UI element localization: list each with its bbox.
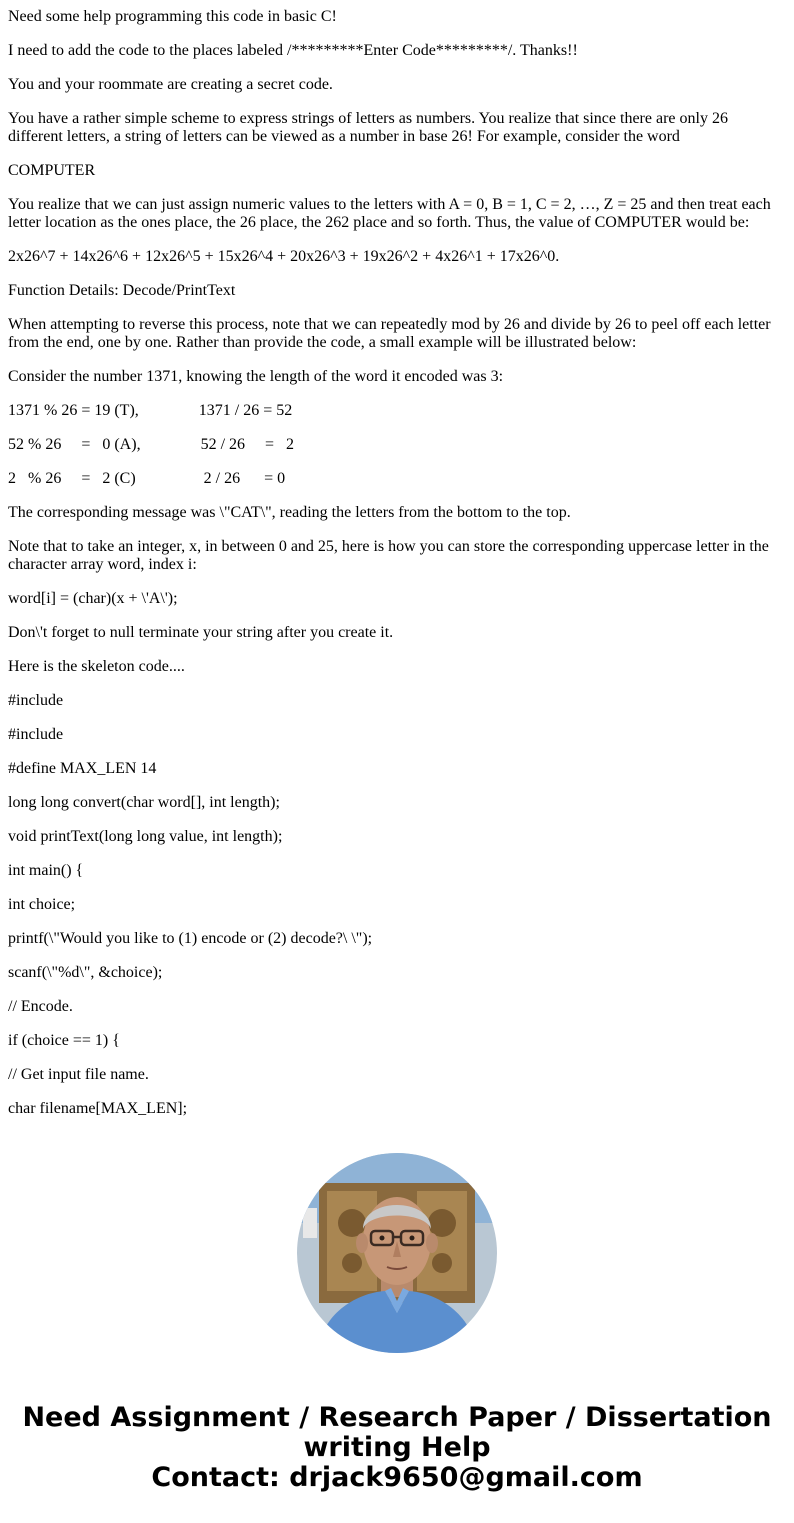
paragraph: Don\'t forget to null terminate your string after you create it. [8, 624, 394, 641]
code-line: char filename[MAX_LEN]; [8, 1100, 188, 1117]
code-line: if (choice == 1) { [8, 1032, 120, 1049]
code-line: // Encode. [8, 998, 73, 1015]
paragraph: Need some help programming this code in basic C! [8, 8, 337, 25]
paragraph: You have a rather simple scheme to express strings of letters as numbers. You realize that since there are only 26 different letters, a string of letters can be viewed as a number in base 26! For example, consider the word [8, 110, 732, 145]
paragraph: Note that to take an integer, x, in between 0 and 25, here is how you can store the corresponding uppercase letter in the character array word, index i: [8, 538, 773, 573]
paragraph: Consider the number 1371, knowing the length of the word it encoded was 3: [8, 368, 504, 385]
code-line: long long convert(char word[], int length); [8, 794, 280, 811]
paragraph: You realize that we can just assign numeric values to the letters with A = 0, B = 1, C = 2, …, Z = 25 and then treat each letter location as the ones place, the 26 place, the 262 place and so forth. Thus, the value of COMPUTER would be: [8, 196, 775, 231]
paragraph: The corresponding message was \"CAT\", reading the letters from the bottom to the top. [8, 504, 571, 521]
paragraph: 2x26^7 + 14x26^6 + 12x26^5 + 15x26^4 + 20x26^3 + 19x26^2 + 4x26^1 + 17x26^0. [8, 248, 560, 265]
paragraph: Here is the skeleton code.... [8, 658, 185, 675]
footer-contact: Contact: drjack9650@gmail.com [151, 1462, 643, 1493]
paragraph: 52 % 26 = 0 (A), 52 / 26 = 2 [8, 436, 295, 453]
code-line: #define MAX_LEN 14 [8, 760, 157, 777]
footer-banner [0, 1403, 794, 1493]
code-line: scanf(\"%d\", &choice); [8, 964, 163, 981]
paragraph: word[i] = (char)(x + \'A\'); [8, 590, 178, 607]
code-line: int main() { [8, 862, 84, 879]
person-photo-icon [297, 1153, 497, 1353]
code-line: #include [8, 692, 64, 709]
code-line: // Get input file name. [8, 1066, 149, 1083]
paragraph: 1371 % 26 = 19 (T), 1371 / 26 = 52 [8, 402, 293, 419]
avatar [297, 1153, 497, 1353]
code-line: void printText(long long value, int length); [8, 828, 283, 845]
footer-line: writing Help [303, 1432, 491, 1463]
code-line: printf(\"Would you like to (1) encode or (2) decode?\ \"); [8, 930, 373, 947]
paragraph: When attempting to reverse this process, note that we can repeatedly mod by 26 and divide by 26 to peel off each letter from the end, one by one. Rather than provide the code, a small example will be illustrated below: [8, 316, 775, 351]
paragraph: I need to add the code to the places labeled /*********Enter Code*********/. Thanks!! [8, 42, 578, 59]
question-body [8, 8, 786, 1134]
paragraph: COMPUTER [8, 162, 96, 179]
paragraph: You and your roommate are creating a secret code. [8, 76, 333, 93]
paragraph: Function Details: Decode/PrintText [8, 282, 236, 299]
code-line: int choice; [8, 896, 76, 913]
code-line: #include [8, 726, 64, 743]
paragraph: 2 % 26 = 2 (C) 2 / 26 = 0 [8, 470, 286, 487]
footer-line: Need Assignment / Research Paper / Dissertation [22, 1402, 772, 1433]
